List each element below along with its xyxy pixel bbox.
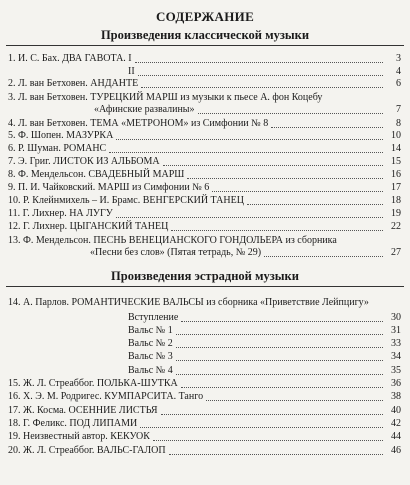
toc-page-number: 33 xyxy=(391,338,401,349)
toc-page-number: 44 xyxy=(391,431,401,442)
toc-page-number: 42 xyxy=(391,418,401,429)
toc-entry-title: 19. Неизвестный автор. КЕКУОК xyxy=(8,431,150,442)
toc-entry-title: 10. Р. Клейнмихель – И. Брамс. ВЕНГЕРСКИЙ ТАНЕЦ xyxy=(8,195,244,206)
toc-entry-title: 18. Г. Феликс. ПОД ЛИПАМИ xyxy=(8,418,138,429)
toc-entry-title: 8. Ф. Мендельсон. СВАДЕБНЫЙ МАРШ xyxy=(8,169,185,180)
dot-leader xyxy=(206,400,383,401)
toc-page-number: 7 xyxy=(396,104,401,115)
toc-entry-title: 16. Х. Э. М. Родригес. КУМПАРСИТА. Танго xyxy=(8,391,204,402)
toc-page-number: 6 xyxy=(396,78,401,89)
dot-leader xyxy=(176,374,383,375)
section-heading: Произведения эстрадной музыки xyxy=(111,269,299,283)
toc-entry-title: 17. Ж. Косма. ОСЕННИЕ ЛИСТЬЯ xyxy=(8,405,158,416)
toc-entry-title: 11. Г. Лихнер. НА ЛУГУ xyxy=(8,208,113,219)
toc-entry-title: 14. А. Парлов. РОМАНТИЧЕСКИЕ ВАЛЬСЫ из сборника «Приветствие Лейпцигу» xyxy=(8,297,369,308)
toc-entry-title: 7. Э. Григ. ЛИСТОК ИЗ АЛЬБОМА xyxy=(8,156,160,167)
section-divider xyxy=(6,286,404,287)
toc-entry xyxy=(0,207,410,220)
toc-entry-title: 13. Ф. Мендельсон. ПЕСНЬ ВЕНЕЦИАНСКОГО ГОНДОЛЬЕРА из сборника xyxy=(8,235,337,246)
toc-page-number: 14 xyxy=(391,143,401,154)
toc-entry xyxy=(0,337,410,350)
dot-leader xyxy=(161,414,383,415)
toc-page-number: 10 xyxy=(391,130,401,141)
dot-leader xyxy=(212,191,383,192)
toc-entry xyxy=(0,52,410,65)
toc-entry xyxy=(0,311,410,324)
toc-page-number: 35 xyxy=(391,365,401,376)
toc-entry-title: 4. Л. ван Бетховен. ТЕМА «МЕТРОНОМ» из Симфонии № 8 xyxy=(8,118,269,129)
dot-leader xyxy=(198,113,383,114)
toc-entry xyxy=(0,142,410,155)
dot-leader xyxy=(153,440,383,441)
toc-entry xyxy=(0,350,410,363)
toc-entry-title: Вступление xyxy=(128,312,179,323)
toc-entry xyxy=(0,77,410,90)
toc-entry xyxy=(0,444,410,457)
toc-entry xyxy=(0,168,410,181)
toc-entry-title: «Песни без слов» (Пятая тетрадь, № 29) xyxy=(90,247,262,258)
toc-entry-title: 1. И. С. Бах. ДВА ГАВОТА. I xyxy=(8,53,132,64)
toc-page-number: 38 xyxy=(391,391,401,402)
dot-leader xyxy=(271,127,383,128)
dot-leader xyxy=(116,217,383,218)
toc-entry xyxy=(0,404,410,417)
toc-page-number: 31 xyxy=(391,325,401,336)
toc-page-number: 30 xyxy=(391,312,401,323)
toc-page-number: 36 xyxy=(391,378,401,389)
toc-page-number: 3 xyxy=(396,53,401,64)
section-divider xyxy=(6,45,404,46)
toc-entry xyxy=(0,296,410,309)
toc-page-number: 17 xyxy=(391,182,401,193)
dot-leader xyxy=(181,387,383,388)
toc-entry-title: 15. Ж. Л. Стреаббог. ПОЛЬКА-ШУТКА xyxy=(8,378,178,389)
dot-leader xyxy=(163,165,383,166)
toc-page-number: 19 xyxy=(391,208,401,219)
toc-page-number: 46 xyxy=(391,445,401,456)
toc-page-number: 40 xyxy=(391,405,401,416)
toc-entry-title: 6. Р. Шуман. РОМАНС xyxy=(8,143,107,154)
toc-entry-title: 5. Ф. Шопен. МАЗУРКА xyxy=(8,130,114,141)
dot-leader xyxy=(116,139,383,140)
dot-leader xyxy=(138,75,383,76)
toc-entry xyxy=(0,377,410,390)
toc-entry-title: II xyxy=(128,66,135,77)
toc-entry xyxy=(0,220,410,233)
toc-page-number: 15 xyxy=(391,156,401,167)
toc-entry xyxy=(0,155,410,168)
toc-page-number: 27 xyxy=(391,247,401,258)
toc-entry xyxy=(0,417,410,430)
toc-entry-title: Вальс № 4 xyxy=(128,365,173,376)
toc-entry-title: 20. Ж. Л. Стреаббог. ВАЛЬС-ГАЛОП xyxy=(8,445,166,456)
dot-leader xyxy=(181,321,383,322)
toc-entry xyxy=(0,129,410,142)
dot-leader xyxy=(187,178,383,179)
dot-leader xyxy=(247,204,383,205)
toc-page-number: 4 xyxy=(396,66,401,77)
dot-leader xyxy=(171,230,383,231)
toc-entry xyxy=(0,430,410,443)
toc-entry-title: 9. П. И. Чайковский. МАРШ из Симфонии № 6 xyxy=(8,182,210,193)
dot-leader xyxy=(176,334,383,335)
toc-page-number: 22 xyxy=(391,221,401,232)
toc-entry-title: «Афинские развалины» xyxy=(94,104,195,115)
dot-leader xyxy=(264,256,383,257)
toc-page-number: 8 xyxy=(396,118,401,129)
dot-leader xyxy=(176,347,383,348)
toc-entry-title: 12. Г. Лихнер. ЦЫГАНСКИЙ ТАНЕЦ xyxy=(8,221,169,232)
toc-entry-title: 3. Л. ван Бетховен. ТУРЕЦКИЙ МАРШ из музыки к пьесе А. фон Коцебу xyxy=(8,92,323,103)
dot-leader xyxy=(141,87,383,88)
toc-entry xyxy=(0,390,410,403)
toc-entry-title: Вальс № 3 xyxy=(128,351,173,362)
toc-page-number: 18 xyxy=(391,195,401,206)
section-heading: Произведения классической музыки xyxy=(100,28,310,42)
toc-entry-title: Вальс № 1 xyxy=(128,325,173,336)
dot-leader xyxy=(109,152,383,153)
toc-entry xyxy=(0,181,410,194)
toc-entry-title: Вальс № 2 xyxy=(128,338,173,349)
toc-entry xyxy=(0,364,410,377)
dot-leader xyxy=(140,427,383,428)
toc-entry xyxy=(0,103,410,116)
toc-entry xyxy=(0,324,410,337)
toc-entry xyxy=(0,246,410,259)
dot-leader xyxy=(135,62,383,63)
dot-leader xyxy=(176,360,383,361)
page-title: СОДЕРЖАНИЕ xyxy=(155,9,255,24)
toc-page-number: 16 xyxy=(391,169,401,180)
toc-page-number: 34 xyxy=(391,351,401,362)
dot-leader xyxy=(169,454,383,455)
toc-entry-title: 2. Л. ван Бетховен. АНДАНТЕ xyxy=(8,78,139,89)
toc-entry xyxy=(0,194,410,207)
